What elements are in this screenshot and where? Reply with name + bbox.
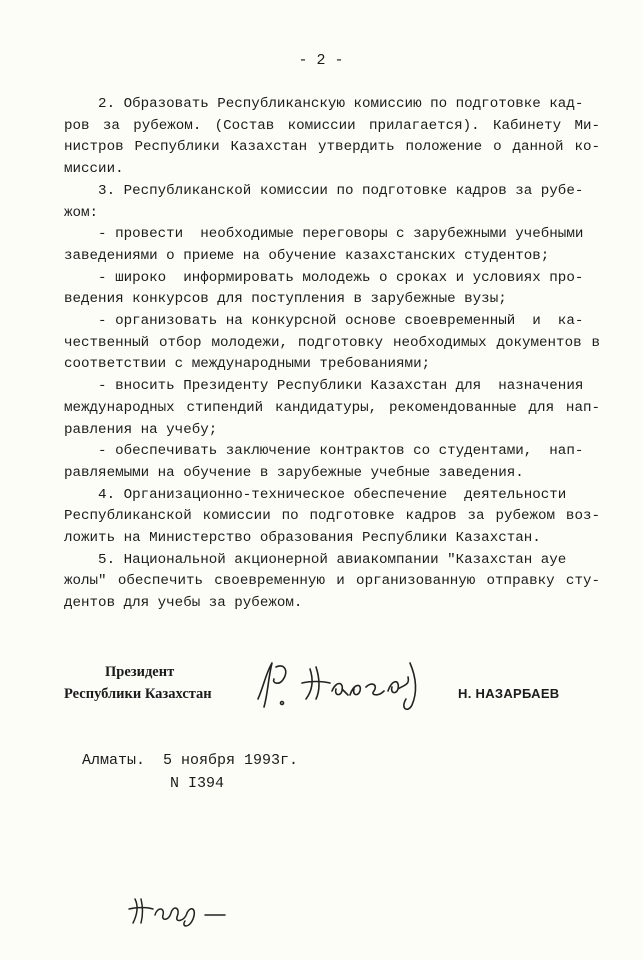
body-line: равляемыми на обучение в зарубежные учебные заведения. xyxy=(64,464,524,481)
place-and-date: Алматы. 5 ноября 1993г. xyxy=(82,752,299,769)
visa-initials-image xyxy=(125,893,245,933)
president-signature-image xyxy=(250,655,450,715)
body-line: - вносить Президенту Республики Казахстан для назначения xyxy=(64,378,584,395)
body-line: ров за рубежом. (Состав комиссии прилагается). Кабинету Ми- xyxy=(64,117,600,134)
document-number: N I394 xyxy=(170,775,225,792)
body-line: - широко информировать молодежь о сроках и условиях про- xyxy=(64,269,584,286)
body-line: - организовать на конкурсной основе своевременный и ка- xyxy=(64,313,584,329)
body-line: ведения конкурсов для поступления в зарубежные вузы; xyxy=(64,291,507,308)
signatory-title-line1: Президент xyxy=(105,664,175,680)
body-line: Республиканской комиссии по подготовке кадров за рубежом воз- xyxy=(64,508,600,525)
page-number: - 2 - xyxy=(298,52,344,69)
body-line: жом: xyxy=(64,204,99,221)
body-line: - обеспечивать заключение контрактов со студентами, нап- xyxy=(64,443,584,460)
body-line: 4. Организационно-техническое обеспечение деятельности xyxy=(64,486,567,503)
body-line: 3. Республиканской комиссии по подготовке кадров за рубе- xyxy=(64,182,584,199)
body-line: - провести необходимые переговоры с зарубежными учебными xyxy=(64,226,584,243)
body-line: нистров Республики Казахстан утвердить положение о данной ко- xyxy=(64,139,600,156)
body-line: 5. Национальной акционерной авиакомпании "Казахстан ауе xyxy=(64,551,567,568)
body-line: равления на учебу; xyxy=(64,421,218,438)
signatory-title-line2: Республики Казахстан xyxy=(64,686,212,702)
body-line: дентов для учебы за рубежом. xyxy=(64,595,303,612)
body-line: заведениями о приеме на обучение казахстанских студентов; xyxy=(64,247,550,264)
body-line: международных стипендий кандидатуры, рекомендованные для нап- xyxy=(64,399,600,416)
body-line: миссии. xyxy=(64,161,124,178)
body-line: ложить на Министерство образования Республики Казахстан. xyxy=(64,530,541,546)
body-line: жолы" обеспечить своевременную и организованную отправку сту- xyxy=(64,573,600,590)
signatory-name: Н. НАЗАРБАЕВ xyxy=(458,686,560,701)
body-line: 2. Образовать Республиканскую комиссию по подготовке кад- xyxy=(64,96,584,112)
body-line: чественный отбор молодежи, подготовку необходимых документов в xyxy=(64,334,600,351)
body-line: соответствии с международными требованиями; xyxy=(64,356,431,373)
